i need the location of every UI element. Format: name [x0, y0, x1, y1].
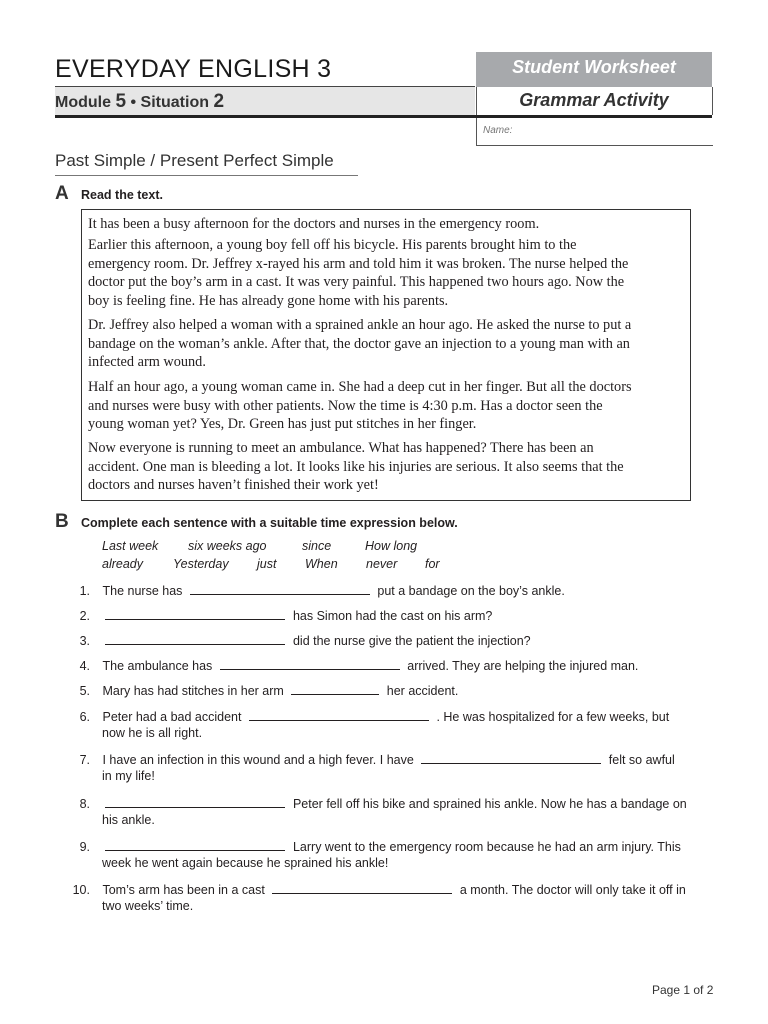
answer-blank[interactable] [105, 607, 285, 620]
item-number: 5. [79, 684, 90, 698]
item-continuation: in my life! [102, 769, 155, 783]
word-bank-item: for [425, 557, 440, 571]
item-number: 9. [79, 840, 90, 854]
text-line: accident. One man is bleeding a lot. It looks like his injuries are serious. It also seems that the [88, 458, 624, 475]
word-bank-item: When [305, 557, 338, 571]
answer-blank[interactable] [190, 582, 370, 595]
answer-blank[interactable] [105, 632, 285, 645]
section-a-instruction: Read the text. [81, 188, 163, 202]
item-text-after: . He was hospitalized for a few weeks, but [436, 710, 670, 724]
exercise-item [70, 751, 675, 767]
topic-underline [55, 175, 358, 176]
word-bank-item: How long [365, 539, 418, 553]
answer-blank[interactable] [105, 795, 285, 808]
item-text-after: her accident. [386, 684, 459, 698]
item-text-before: Mary has had stitches in her arm [102, 684, 284, 698]
word-bank-item: six weeks ago [188, 539, 267, 553]
item-text-after: has Simon had the cast on his arm? [292, 609, 493, 623]
answer-blank[interactable] [421, 751, 601, 764]
word-bank-item: never [366, 557, 398, 571]
separator-bullet: • [130, 94, 137, 111]
text-line: young woman yet? Yes, Dr. Green has just put stitches in her finger. [88, 416, 477, 433]
section-a-letter: A [55, 183, 69, 204]
answer-blank[interactable] [272, 881, 452, 894]
exercise-item [70, 582, 565, 598]
item-text-after: Peter fell off his bike and sprained his ankle. Now he has a bandage on [292, 797, 687, 811]
item-text-before: Tom’s arm has been in a cast [102, 883, 265, 897]
exercise-item [70, 682, 458, 698]
item-number: 1. [79, 584, 90, 598]
exercise-item [70, 632, 531, 648]
item-text-after: did the nurse give the patient the injection? [292, 634, 531, 648]
name-label: Name: [483, 125, 513, 136]
item-text-after: a month. The doctor will only take it off in [459, 883, 686, 897]
text-line: Earlier this afternoon, a young boy fell off his bicycle. His parents brought him to the [88, 237, 577, 253]
word-bank [0, 539, 768, 579]
answer-blank[interactable] [220, 657, 400, 670]
text-line: and nurses were busy with other patients. Now the time is 4:30 p.m. Has a doctor seen the [88, 397, 603, 414]
item-number: 6. [79, 710, 90, 724]
word-bank-item: already [102, 557, 143, 571]
item-number: 10. [72, 883, 90, 897]
module-situation-label [55, 91, 224, 113]
module-label: Module [55, 94, 111, 111]
item-number: 7. [79, 753, 90, 767]
situation-label: Situation [140, 94, 209, 111]
item-continuation: two weeks’ time. [102, 899, 194, 913]
text-line: infected arm wound. [88, 354, 206, 371]
text-line: It has been a busy afternoon for the doctors and nurses in the emergency room. [88, 216, 540, 232]
word-bank-item: Yesterday [173, 557, 229, 571]
item-number: 8. [79, 797, 90, 811]
answer-blank[interactable] [291, 682, 379, 695]
reading-paragraph-1 [88, 215, 684, 234]
exercise-item [70, 657, 638, 673]
exercise-item [70, 838, 681, 854]
answer-blank[interactable] [105, 838, 285, 851]
text-line: Dr. Jeffrey also helped a woman with a sprained ankle an hour ago. He asked the nurse to put a [88, 317, 632, 333]
text-line: doctor put the boy’s arm in a cast. It was very painful. This happened two hours ago. Now the [88, 274, 625, 291]
item-continuation: week he went again because he sprained his ankle! [102, 856, 389, 870]
module-number: 5 [115, 91, 127, 112]
text-line: Now everyone is running to meet an ambulance. What has happened? There has been an [88, 440, 594, 456]
exercise-item [70, 795, 687, 811]
grammar-activity-label: Grammar Activity [519, 90, 669, 110]
item-text-after: arrived. They are helping the injured man. [407, 659, 639, 673]
item-text-before: The nurse has [102, 584, 183, 598]
text-line: boy is feeling fine. He has already gone home with his parents. [88, 292, 449, 309]
text-line: bandage on the woman’s ankle. After that, the doctor gave an injection to a young man with an [88, 335, 630, 352]
exercise-item [70, 881, 686, 897]
answer-blank[interactable] [249, 708, 429, 721]
item-text-before: Peter had a bad accident [102, 710, 242, 724]
topic-heading: Past Simple / Present Perfect Simple [55, 151, 334, 170]
exercise-item [70, 607, 492, 623]
item-text-after: put a bandage on the boy’s ankle. [377, 584, 565, 598]
page-number: Page 1 of 2 [652, 983, 714, 997]
student-worksheet-label: Student Worksheet [512, 57, 676, 77]
word-bank-item: since [302, 539, 332, 553]
item-text-after: Larry went to the emergency room because he had an arm injury. This [292, 840, 681, 854]
item-text-before: I have an infection in this wound and a high fever. I have [102, 753, 414, 767]
item-text-before: The ambulance has [102, 659, 213, 673]
item-number: 4. [79, 659, 90, 673]
section-b-letter: B [55, 511, 69, 532]
exercise-item [70, 708, 669, 724]
situation-number: 2 [213, 91, 225, 112]
word-bank-item: Last week [102, 539, 159, 553]
worksheet-title: EVERYDAY ENGLISH 3 [55, 55, 332, 83]
reading-paragraph-5 [88, 439, 684, 495]
item-continuation: now he is all right. [102, 726, 203, 740]
item-continuation: his ankle. [102, 813, 155, 827]
word-bank-item: just [257, 557, 277, 571]
reading-paragraph-2 [88, 236, 684, 310]
section-b-instruction: Complete each sentence with a suitable time expression below. [81, 516, 458, 530]
reading-paragraph-3 [88, 316, 684, 372]
item-number: 3. [79, 634, 90, 648]
text-line: doctors and nurses haven’t finished their work yet! [88, 477, 379, 494]
reading-paragraph-4 [88, 378, 684, 434]
item-number: 2. [79, 609, 90, 623]
text-line: emergency room. Dr. Jeffrey x-rayed his arm and told him it was broken. The nurse helped the [88, 255, 629, 272]
text-line: Half an hour ago, a young woman came in. She had a deep cut in her finger. But all the doctors [88, 379, 632, 395]
item-text-after: felt so awful [608, 753, 675, 767]
